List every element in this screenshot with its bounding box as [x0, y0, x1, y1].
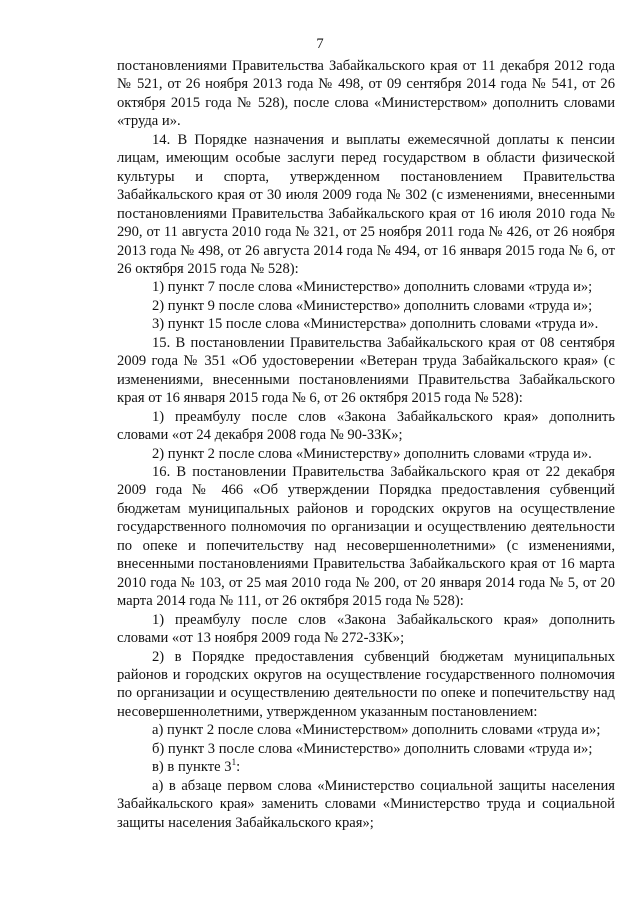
- paragraph-15-subitem-2: 2) пункт 2 после слова «Министерству» дополнить словами «труда и».: [152, 445, 592, 462]
- page-number: 7: [316, 36, 324, 52]
- paragraph-16-subitem-b: б) пункт 3 после слова «Министерство» дополнить словами «труда и»;: [152, 740, 593, 757]
- paragraph-16-subitem-v-a: а) в абзаце первом слова «Министерство социальной защиты населения Забайкальского края» заменить словами «Министерство труда и социальной защиты населения Забайкальского края»;: [117, 777, 615, 831]
- document-body: [117, 57, 615, 832]
- paragraph-14-subitem-2: 2) пункт 9 после слова «Министерство» дополнить словами «труда и»;: [152, 297, 593, 314]
- paragraph-14-subitem-1: 1) пункт 7 после слова «Министерство» дополнить словами «труда и»;: [152, 279, 593, 296]
- paragraph-16-subitem-1: 1) преамбулу после слов «Закона Забайкальского края» дополнить словами «от 13 ноября 2009 года № 272-ЗЗК»;: [117, 611, 615, 647]
- paragraph-16-subitem-2: 2) в Порядке предоставления субвенций бюджетам муниципальных районов и городских округов на осуществление государственного полномочия по организации и осуществлению деятельности по опеке и попечительству над несовершеннолетними, утвержденном указанным постановлением:: [117, 648, 615, 720]
- paragraph-continuation: постановлениями Правительства Забайкальского края от 11 декабря 2012 года № 521, от 26 ноября 2013 года № 498, от 09 сентября 2014 года № 541, от 26 октября 2015 года № 528), после слова «Министерством» дополнить словами «труда и».: [117, 58, 615, 130]
- paragraph-item-15: 15. В постановлении Правительства Забайкальского края от 08 сентября 2009 года № 351 «Об удостоверении «Ветеран труда Забайкальского края» (с изменениями, внесенными постановлениями Правительства Забайкальского края от 16 января 2015 года № 6, от 26 октября 2015 года № 528):: [117, 334, 615, 407]
- paragraph-item-16: 16. В постановлении Правительства Забайкальского края от 22 декабря 2009 года № 466 «Об утверждении Порядка предоставления субвенций бюджетам муниципальных районов и городских округов на осуществление государственного полномочия по организации и осуществлению деятельности по опеке и попечительству над несовершеннолетними» (с изменениями, внесенными постановлениями Правительства Забайкальского края от 16 марта 2010 года № 103, от 25 мая 2010 года № 200, от 20 января 2014 года № 5, от 20 марта 2014 года № 111, от 26 октября 2015 года № 528):: [117, 463, 615, 610]
- paragraph-item-14: 14. В Порядке назначения и выплаты ежемесячной доплаты к пенсии лицам, имеющим особые заслуги перед государством в области физической культуры и спорта, утвержденном постановлением Правительства Забайкальского края от 30 июля 2009 года № 302 (с изменениями, внесенными постановлениями Правительства Забайкальского края от 16 июля 2010 года № 290, от 11 августа 2010 года № 321, от 25 ноября 2011 года № 426, от 26 ноября 2013 года № 498, от 26 августа 2014 года № 494, от 16 января 2015 года № 6, от 26 октября 2015 года № 528):: [117, 131, 615, 277]
- paragraph-14-subitem-3: 3) пункт 15 после слова «Министерства» дополнить словами «труда и».: [152, 316, 599, 333]
- superscript: 1: [231, 757, 237, 768]
- paragraph-16-subitem-a: а) пункт 2 после слова «Министерством» дополнить словами «труда и»;: [152, 722, 601, 739]
- paragraph-15-subitem-1: 1) преамбулу после слов «Закона Забайкальского края» дополнить словами «от 24 декабря 2008 года № 90-ЗЗК»;: [117, 408, 615, 444]
- subitem-v-suffix: :: [236, 759, 241, 776]
- subitem-v-text: в) в пункте 3: [152, 759, 232, 776]
- paragraph-16-subitem-v: [117, 758, 615, 776]
